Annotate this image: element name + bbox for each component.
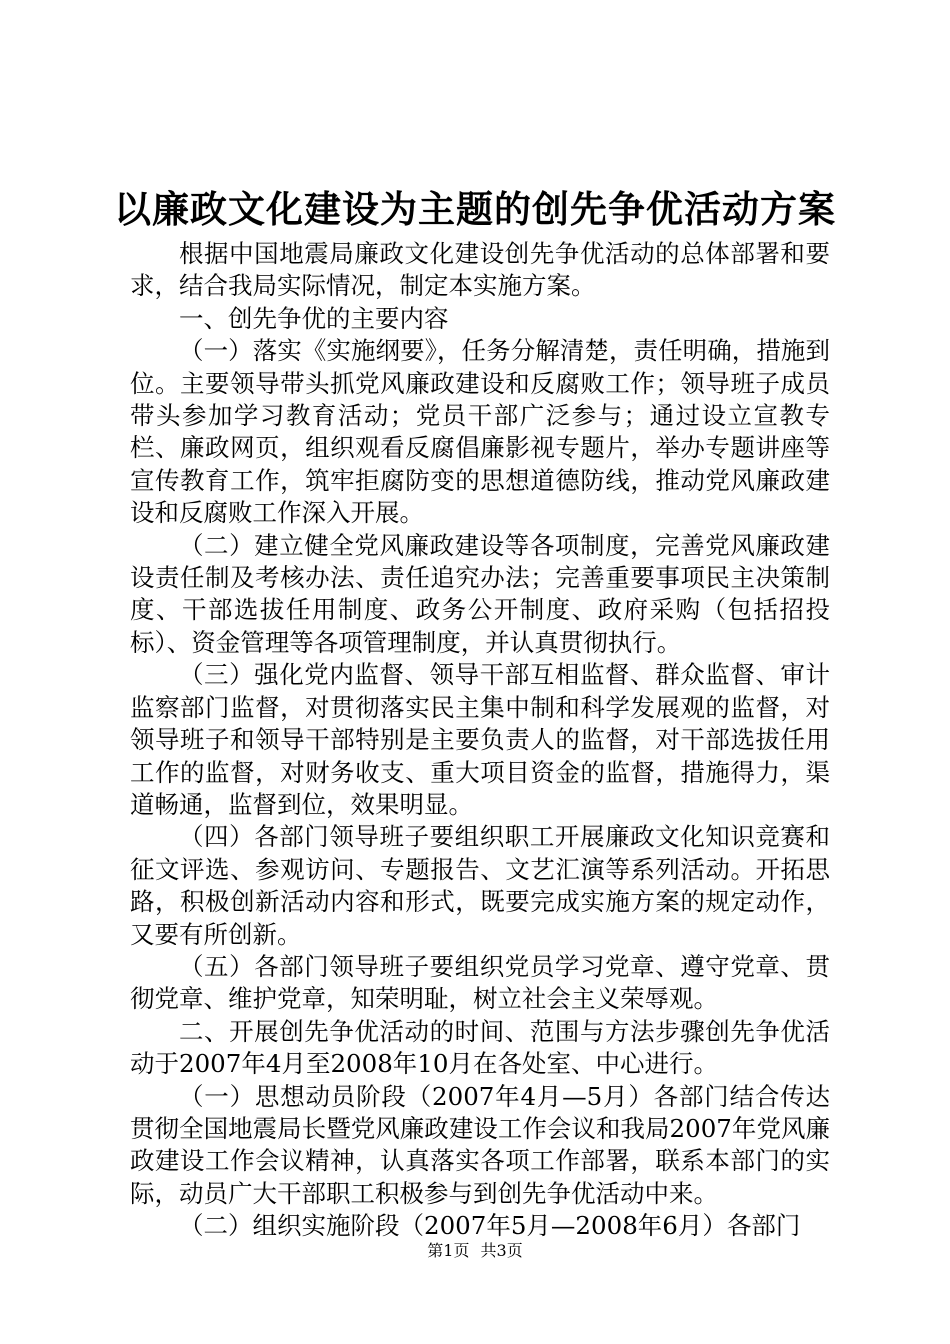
paragraph-1-5: （五）各部门领导班子要组织党员学习党章、遵守党章、贯彻党章、维护党章，知荣明耻，树立社会主义荣辱观。: [130, 951, 830, 1014]
document-body: [130, 238, 830, 1243]
paragraph-intro: 根据中国地震局廉政文化建设创先争优活动的总体部署和要求，结合我局实际情况，制定本实施方案。: [130, 239, 830, 301]
paragraph-2-1: （一）思想动员阶段（2007年4月—5月）各部门结合传达贯彻全国地震局长暨党风廉政建设工作会议和我局2007年党风廉政建设工作会议精神，认真落实各项工作部署，联系本部门的实际，动员广大干部职工积极参与到创先争优活动中来。: [130, 1081, 830, 1208]
paragraph-1-1: （一）落实《实施纲要》，任务分解清楚，责任明确，措施到位。主要领导带头抓党风廉政建设和反腐败工作；领导班子成员带头参加学习教育活动；党员干部广泛参与；通过设立宣教专栏、廉政网页，组织观看反腐倡廉影视专题片，举办专题讲座等宣传教育工作，筑牢拒腐防变的思想道德防线，推动党风廉政建设和反腐败工作深入开展。: [130, 336, 830, 528]
page-total: 共3页: [480, 1241, 523, 1260]
paragraph-1-3: （三）强化党内监督、领导干部互相监督、群众监督、审计监察部门监督，对贯彻落实民主集中制和科学发展观的监督，对领导班子和领导干部特别是主要负责人的监督，对干部选拔任用工作的监督，对财务收支、重大项目资金的监督，措施得力，渠道畅通，监督到位，效果明显。: [130, 660, 830, 819]
paragraph-1-2: （二）建立健全党风廉政建设等各项制度，完善党风廉政建设责任制及考核办法、责任追究办法；完善重要事项民主决策制度、干部选拔任用制度、政务公开制度、政府采购（包括招投标）、资金管理等各项管理制度，并认真贯彻执行。: [130, 530, 830, 657]
page-number: 第1页: [427, 1241, 470, 1260]
paragraph-1-4: （四）各部门领导班子要组织职工开展廉政文化知识竞赛和征文评选、参观访问、专题报告、文艺汇演等系列活动。开拓思路，积极创新活动内容和形式，既要完成实施方案的规定动作，又要有所创新。: [130, 822, 830, 949]
section-heading-2: 二、开展创先争优活动的时间、范围与方法步骤创先争优活动于2007年4月至2008年10月在各处室、中心进行。: [130, 1016, 830, 1079]
paragraph-2-2: （二）组织实施阶段（2007年5月—2008年6月）各部门: [179, 1211, 801, 1241]
document-title: 以廉政文化建设为主题的创先争优活动方案: [114, 187, 836, 231]
section-heading-1: 一、创先争优的主要内容: [179, 303, 449, 333]
page-footer: [0, 1240, 950, 1262]
